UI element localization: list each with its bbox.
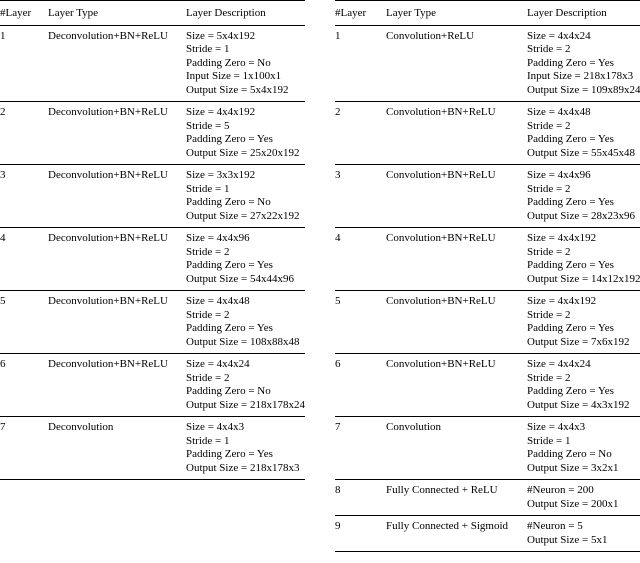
layer-number: 5 <box>0 291 48 354</box>
description-line: Size = 4x4x24 <box>186 358 250 370</box>
description-line: Stride = 5 <box>186 119 230 132</box>
description-line: Output Size = 4x3x192 <box>527 398 630 411</box>
table-row <box>0 165 305 228</box>
table-row <box>335 165 640 228</box>
layer-number: 5 <box>335 291 386 354</box>
description-line: Output Size = 218x178x24 <box>186 398 305 411</box>
description-line: Output Size = 55x45x48 <box>527 146 635 159</box>
col-header-layer: #Layer <box>0 1 48 26</box>
description-line: Stride = 2 <box>186 308 230 321</box>
discriminator-layer-table <box>335 0 640 552</box>
layer-type: Deconvolution+BN+ReLU <box>48 102 186 165</box>
layer-type: Deconvolution+BN+ReLU <box>48 228 186 291</box>
description-line: Output Size = 5x1 <box>527 533 608 546</box>
layer-description <box>186 354 305 417</box>
table-row <box>0 417 305 480</box>
layer-description <box>186 165 305 228</box>
layer-type: Convolution+BN+ReLU <box>386 228 527 291</box>
description-line: Stride = 2 <box>527 245 571 258</box>
description-line: Padding Zero = Yes <box>186 448 273 460</box>
description-line: Output Size = 7x6x192 <box>527 335 630 348</box>
layer-number: 4 <box>335 228 386 291</box>
table-row <box>0 102 305 165</box>
description-line: Stride = 2 <box>527 371 571 384</box>
description-line: Padding Zero = Yes <box>527 385 614 397</box>
description-line: #Neuron = 200 <box>527 484 594 496</box>
description-line: Size = 4x4x96 <box>527 169 591 181</box>
description-line: Stride = 2 <box>186 245 230 258</box>
table-header-row <box>335 1 640 26</box>
layer-type: Deconvolution <box>48 417 186 480</box>
table-row <box>335 102 640 165</box>
description-line: Size = 4x4x48 <box>527 106 591 118</box>
col-header-layer: #Layer <box>335 1 386 26</box>
layer-number: 7 <box>335 417 386 480</box>
layer-type: Convolution+BN+ReLU <box>386 354 527 417</box>
description-line: Size = 4x4x24 <box>527 29 591 42</box>
generator-layer-table <box>0 0 305 480</box>
layer-description <box>527 102 640 165</box>
layer-type: Convolution+ReLU <box>386 25 527 102</box>
description-line: Padding Zero = Yes <box>527 322 614 334</box>
layer-type: Fully Connected + Sigmoid <box>386 516 527 552</box>
table-row <box>335 228 640 291</box>
layer-number: 2 <box>0 102 48 165</box>
description-line: Size = 4x4x3 <box>186 421 245 433</box>
table-header-row <box>0 1 305 26</box>
description-line: Stride = 1 <box>186 182 230 195</box>
layer-description <box>186 102 305 165</box>
description-line: Output Size = 28x23x96 <box>527 209 635 222</box>
description-line: Padding Zero = Yes <box>186 259 273 271</box>
table-row <box>0 228 305 291</box>
description-line: Padding Zero = Yes <box>527 133 614 145</box>
description-line: Output Size = 25x20x192 <box>186 146 300 159</box>
description-line: Stride = 1 <box>186 43 230 55</box>
layer-number: 6 <box>335 354 386 417</box>
layer-description <box>186 417 305 480</box>
description-line: Output Size = 109x89x24 <box>527 83 640 96</box>
description-line: Stride = 2 <box>527 119 571 132</box>
description-line: Stride = 2 <box>186 371 230 384</box>
layer-number: 1 <box>335 25 386 102</box>
description-line: Stride = 2 <box>527 308 571 321</box>
description-line: Padding Zero = No <box>527 448 612 460</box>
layer-type: Convolution+BN+ReLU <box>386 102 527 165</box>
layer-description <box>527 228 640 291</box>
description-line: Output Size = 200x1 <box>527 497 619 510</box>
description-line: Size = 4x4x192 <box>527 295 597 307</box>
table-row <box>0 25 305 102</box>
layer-description <box>527 516 640 552</box>
layer-description <box>527 417 640 480</box>
layer-number: 9 <box>335 516 386 552</box>
layer-description <box>527 165 640 228</box>
layer-description <box>527 291 640 354</box>
layer-description <box>527 25 640 102</box>
layer-type: Deconvolution+BN+ReLU <box>48 354 186 417</box>
layer-type: Convolution+BN+ReLU <box>386 165 527 228</box>
description-line: Padding Zero = Yes <box>527 56 614 69</box>
layer-number: 4 <box>0 228 48 291</box>
layer-number: 1 <box>0 25 48 102</box>
layer-description <box>186 291 305 354</box>
description-line: Size = 4x4x192 <box>186 106 256 118</box>
col-header-type: Layer Type <box>48 1 186 26</box>
table-row <box>335 480 640 516</box>
description-line: Size = 4x4x3 <box>527 421 586 433</box>
description-line: Output Size = 54x44x96 <box>186 272 294 285</box>
description-line: Input Size = 218x178x3 <box>527 70 634 82</box>
description-line: Stride = 2 <box>527 43 571 55</box>
description-line: Padding Zero = Yes <box>527 259 614 271</box>
description-line: Size = 3x3x192 <box>186 169 256 181</box>
col-header-description: Layer Description <box>527 1 640 26</box>
layer-description <box>186 25 305 102</box>
table-row <box>335 354 640 417</box>
layer-description <box>186 228 305 291</box>
col-header-description: Layer Description <box>186 1 305 26</box>
description-line: Stride = 1 <box>186 434 230 447</box>
layer-type: Deconvolution+BN+ReLU <box>48 291 186 354</box>
layer-number: 6 <box>0 354 48 417</box>
layer-type: Convolution+BN+ReLU <box>386 291 527 354</box>
description-line: Padding Zero = Yes <box>527 196 614 208</box>
layer-number: 8 <box>335 480 386 516</box>
col-header-type: Layer Type <box>386 1 527 26</box>
description-line: Size = 4x4x192 <box>527 232 597 244</box>
layer-number: 3 <box>335 165 386 228</box>
description-line: Output Size = 14x12x192 <box>527 272 640 285</box>
description-line: Size = 4x4x96 <box>186 232 250 244</box>
description-line: Stride = 2 <box>527 182 571 195</box>
description-line: Padding Zero = Yes <box>186 322 273 334</box>
description-line: Output Size = 108x88x48 <box>186 335 300 348</box>
table-row <box>0 354 305 417</box>
layer-type: Convolution <box>386 417 527 480</box>
table-row <box>335 25 640 102</box>
layer-type: Deconvolution+BN+ReLU <box>48 165 186 228</box>
description-line: Output Size = 27x22x192 <box>186 209 300 222</box>
description-line: Output Size = 5x4x192 <box>186 83 289 96</box>
layer-description <box>527 480 640 516</box>
description-line: Input Size = 1x100x1 <box>186 70 282 82</box>
layer-number: 7 <box>0 417 48 480</box>
description-line: Size = 4x4x24 <box>527 358 591 370</box>
layer-type: Fully Connected + ReLU <box>386 480 527 516</box>
table-row <box>335 291 640 354</box>
layer-number: 3 <box>0 165 48 228</box>
table-row <box>335 516 640 552</box>
table-row <box>335 417 640 480</box>
description-line: Padding Zero = No <box>186 196 271 208</box>
description-line: Output Size = 218x178x3 <box>186 461 300 474</box>
description-line: Stride = 1 <box>527 434 571 447</box>
layer-type: Deconvolution+BN+ReLU <box>48 25 186 102</box>
description-line: Padding Zero = No <box>186 56 271 69</box>
table-row <box>0 291 305 354</box>
description-line: Padding Zero = No <box>186 385 271 397</box>
description-line: Size = 4x4x48 <box>186 295 250 307</box>
description-line: Padding Zero = Yes <box>186 133 273 145</box>
layer-description <box>527 354 640 417</box>
layer-number: 2 <box>335 102 386 165</box>
description-line: #Neuron = 5 <box>527 520 583 532</box>
description-line: Output Size = 3x2x1 <box>527 461 619 474</box>
description-line: Size = 5x4x192 <box>186 29 256 42</box>
